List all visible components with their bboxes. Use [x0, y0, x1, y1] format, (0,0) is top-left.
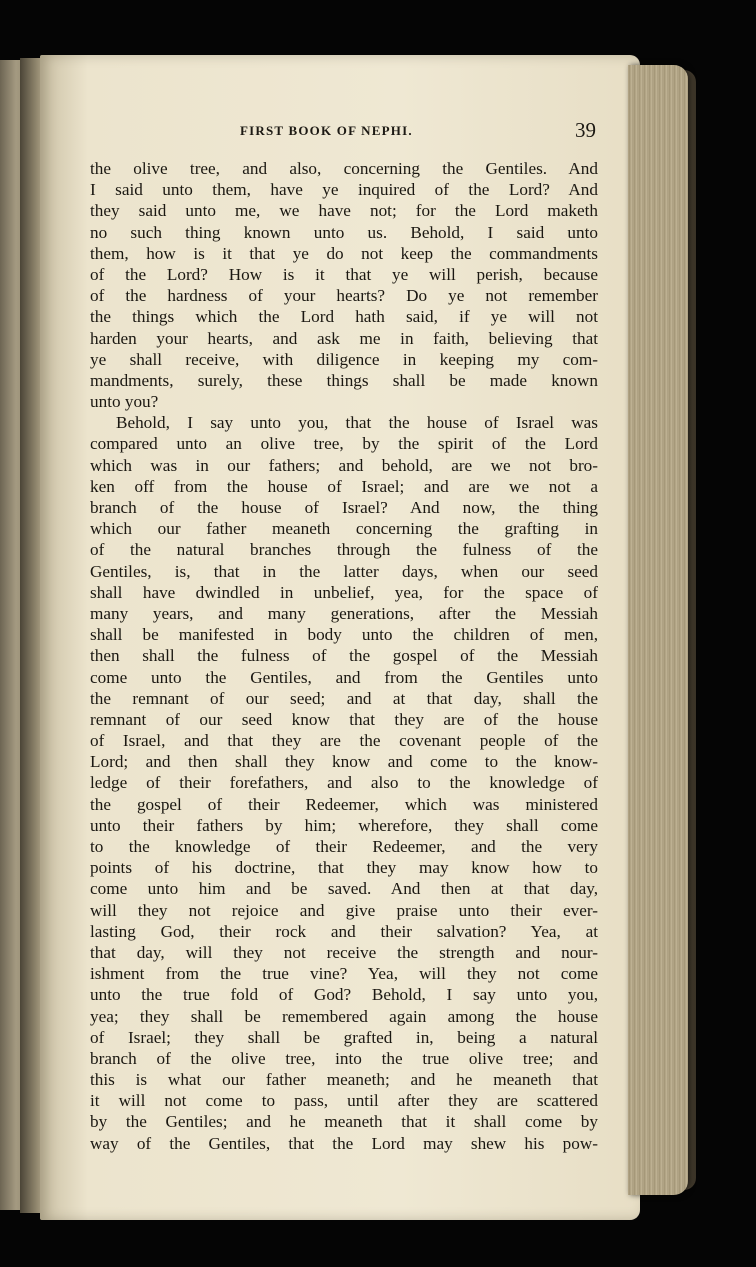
- text-line: ledge of their forefathers, and also to the knowledge of: [90, 773, 598, 793]
- text-line: Gentiles, is, that in the latter days, when our seed: [90, 561, 598, 581]
- text-line: then shall the fulness of the gospel of the Messiah: [90, 646, 598, 666]
- body-text: [90, 158, 598, 1154]
- text-line: branch of the olive tree, into the true olive tree; and: [90, 1048, 598, 1068]
- text-line: by the Gentiles; and he meaneth that it shall come by: [90, 1112, 598, 1132]
- running-head: FIRST BOOK OF NEPHI.: [240, 123, 413, 138]
- text-line: shall have dwindled in unbelief, yea, for the space of: [90, 582, 598, 602]
- text-line: ken off from the house of Israel; and are we not a: [90, 476, 598, 496]
- text-line: of the Lord? How is it that ye will perish, because: [90, 264, 598, 284]
- text-line: the gospel of their Redeemer, which was ministered: [90, 794, 598, 814]
- text-line: which our father meaneth concerning the grafting in: [90, 519, 598, 539]
- text-line: them, how is it that ye do not keep the commandments: [90, 243, 598, 263]
- text-line: that day, will they not receive the strength and nour-: [90, 942, 598, 962]
- text-line: shall be manifested in body unto the children of men,: [90, 625, 598, 645]
- text-line: ishment from the true vine? Yea, will they not come: [90, 964, 598, 984]
- page-fore-edge: [628, 65, 688, 1195]
- text-line: it will not come to pass, until after they are scattered: [90, 1091, 598, 1111]
- text-line: of Israel; they shall be grafted in, being a natural: [90, 1027, 598, 1047]
- text-line: yea; they shall be remembered again among the house: [90, 1006, 598, 1026]
- page-header: [90, 118, 600, 148]
- text-line: the olive tree, and also, concerning the Gentiles. And: [90, 159, 598, 178]
- text-line: come unto the Gentiles, and from the Gentiles unto: [90, 667, 598, 687]
- text-line: harden your hearts, and ask me in faith, believing that: [90, 328, 598, 348]
- text-line: points of his doctrine, that they may know how to: [90, 858, 598, 878]
- text-line: of Israel, and that they are the covenant people of the: [90, 731, 598, 751]
- text-line: which was in our fathers; and behold, are we not bro-: [90, 455, 598, 475]
- text-line: unto their fathers by him; wherefore, they shall come: [90, 815, 598, 835]
- text-line: the remnant of our seed; and at that day, shall the: [90, 688, 598, 708]
- text-line: compared unto an olive tree, by the spirit of the Lord: [90, 434, 598, 454]
- text-line: no such thing known unto us. Behold, I said unto: [90, 222, 598, 242]
- text-line: remnant of our seed know that they are of the house: [90, 709, 598, 729]
- text-line: ye shall receive, with diligence in keeping my com-: [90, 349, 598, 369]
- text-line: to the knowledge of their Redeemer, and the very: [90, 837, 598, 856]
- page-number: 39: [575, 118, 596, 142]
- text-line: I said unto them, have ye inquired of the Lord? And: [90, 180, 598, 200]
- text-line: many years, and many generations, after the Messiah: [90, 603, 598, 623]
- text-line: branch of the house of Israel? And now, the thing: [90, 498, 598, 517]
- text-line: they said unto me, we have not; for the Lord maketh: [90, 201, 598, 221]
- text-line: of the hardness of your hearts? Do ye not remember: [90, 286, 598, 306]
- text-line: way of the Gentiles, that the Lord may shew his pow-: [90, 1133, 598, 1153]
- text-line: come unto him and be saved. And then at that day,: [90, 879, 598, 899]
- paragraph-start-line: Behold, I say unto you, that the house of Israel was: [116, 413, 598, 433]
- text-line: mandments, surely, these things shall be made known: [90, 370, 598, 390]
- text-line: will they not rejoice and give praise unto their ever-: [90, 900, 598, 920]
- text-line: this is what our father meaneth; and he meaneth that: [90, 1070, 598, 1090]
- text-line: unto you?: [90, 392, 159, 412]
- text-line: unto the true fold of God? Behold, I say unto you,: [90, 985, 598, 1005]
- text-line: lasting God, their rock and their salvation? Yea, at: [90, 921, 598, 941]
- text-line: of the natural branches through the fulness of the: [90, 540, 598, 560]
- text-line: the things which the Lord hath said, if ye will not: [90, 307, 598, 327]
- text-line: Lord; and then shall they know and come to the know-: [90, 752, 598, 772]
